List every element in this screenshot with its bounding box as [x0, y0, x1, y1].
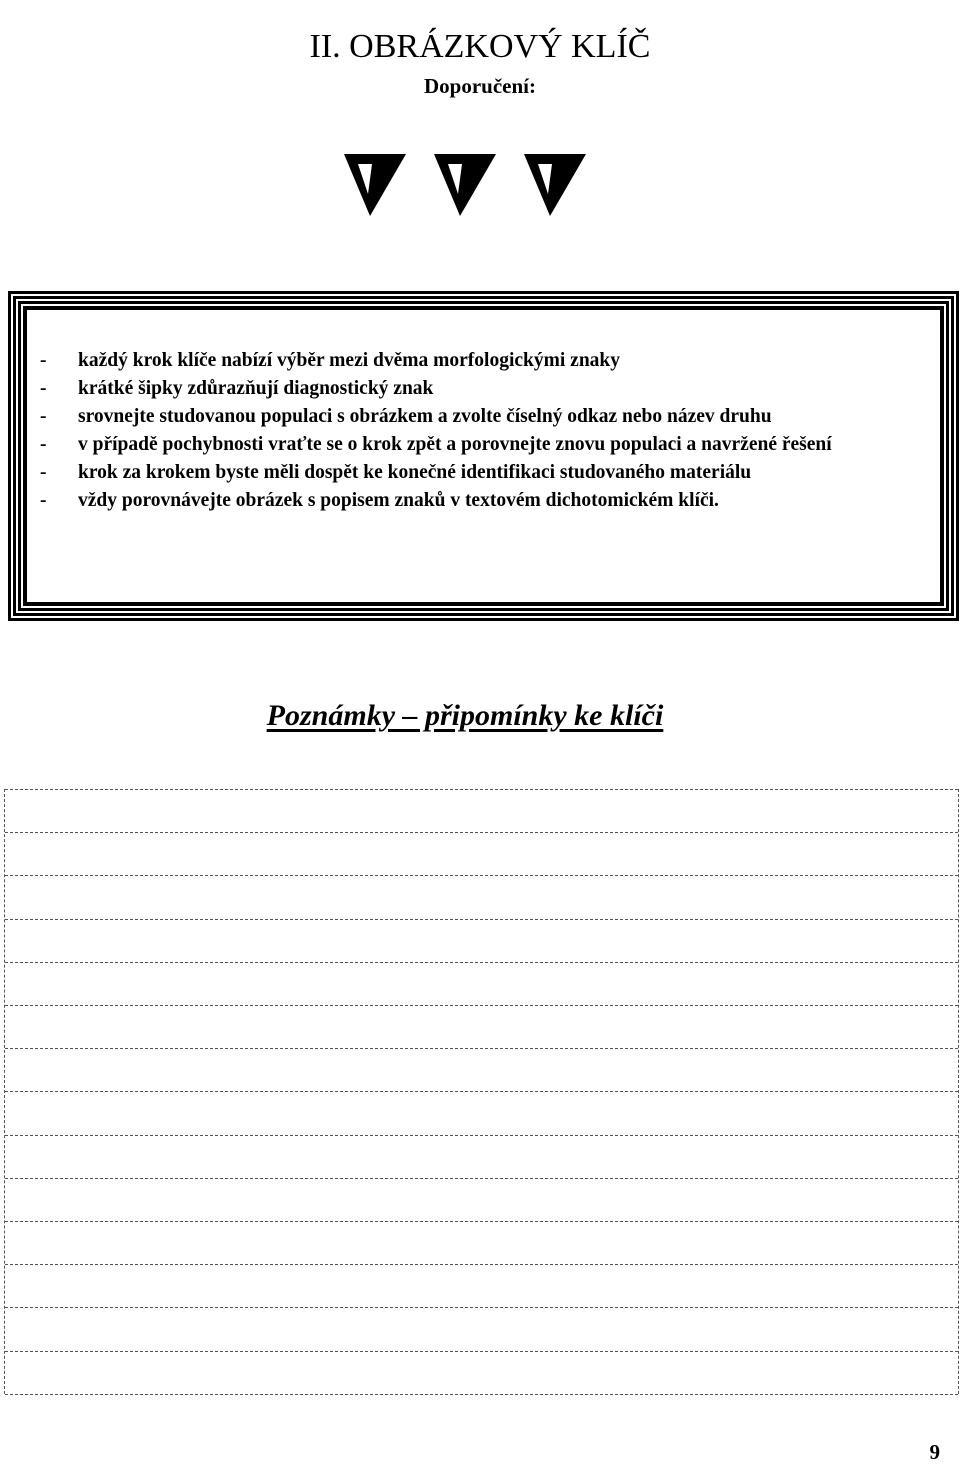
notes-writing-area[interactable]: [4, 789, 959, 1394]
note-line: [5, 1264, 958, 1265]
arrow-icons-group: [334, 150, 594, 220]
rule-text: srovnejte studovanou populaci s obrázkem a zvolte číselný odkaz nebo název druhu: [78, 406, 772, 427]
note-line: [5, 789, 958, 790]
note-line: [5, 962, 958, 963]
rule-text: každý krok klíče nabízí výběr mezi dvěma morfologickými znaky: [78, 350, 621, 371]
note-line: [5, 832, 958, 833]
rule-text: krok za krokem byste měli dospět ke konečné identifikaci studovaného materiálu: [78, 462, 752, 483]
note-line: [5, 919, 958, 920]
rule-item: [40, 347, 930, 375]
note-line: [5, 1091, 958, 1092]
note-line: [5, 1178, 958, 1179]
rules-list: [40, 347, 930, 515]
rule-text: vždy porovnávejte obrázek s popisem znaků v textovém dichotomickém klíči.: [78, 490, 719, 511]
list-dash: -: [40, 350, 47, 371]
note-line: [5, 1005, 958, 1006]
list-dash: -: [40, 406, 47, 427]
rule-text: v případě pochybnosti vraťte se o krok zpět a porovnejte znovu populaci a navržené řešení: [78, 434, 832, 455]
rule-item: [40, 431, 930, 459]
note-line: [5, 1351, 958, 1352]
rule-item: [40, 403, 930, 431]
notes-heading: [0, 696, 930, 736]
rule-item: [40, 487, 930, 515]
note-line: [5, 1394, 958, 1395]
list-dash: -: [40, 378, 47, 399]
list-dash: -: [40, 462, 47, 483]
arrow-down-icon: [514, 150, 590, 220]
arrow-down-icon: [424, 150, 500, 220]
note-line: [5, 1221, 958, 1222]
rule-item: [40, 375, 930, 403]
note-line: [5, 875, 958, 876]
recommendations-heading: Doporučení:: [424, 74, 536, 98]
rule-item: [40, 459, 930, 487]
rule-text: krátké šipky zdůrazňují diagnostický znak: [78, 378, 434, 399]
note-line: [5, 1135, 958, 1136]
page-number: 9: [929, 1440, 940, 1464]
list-dash: -: [40, 490, 47, 511]
notes-heading-text: Poznámky – připomínky ke klíči: [266, 699, 664, 732]
note-line: [5, 1048, 958, 1049]
page-title: II. OBRÁZKOVÝ KLÍČ: [309, 27, 651, 65]
arrow-down-icon: [334, 150, 410, 220]
list-dash: -: [40, 434, 47, 455]
note-line: [5, 1307, 958, 1308]
